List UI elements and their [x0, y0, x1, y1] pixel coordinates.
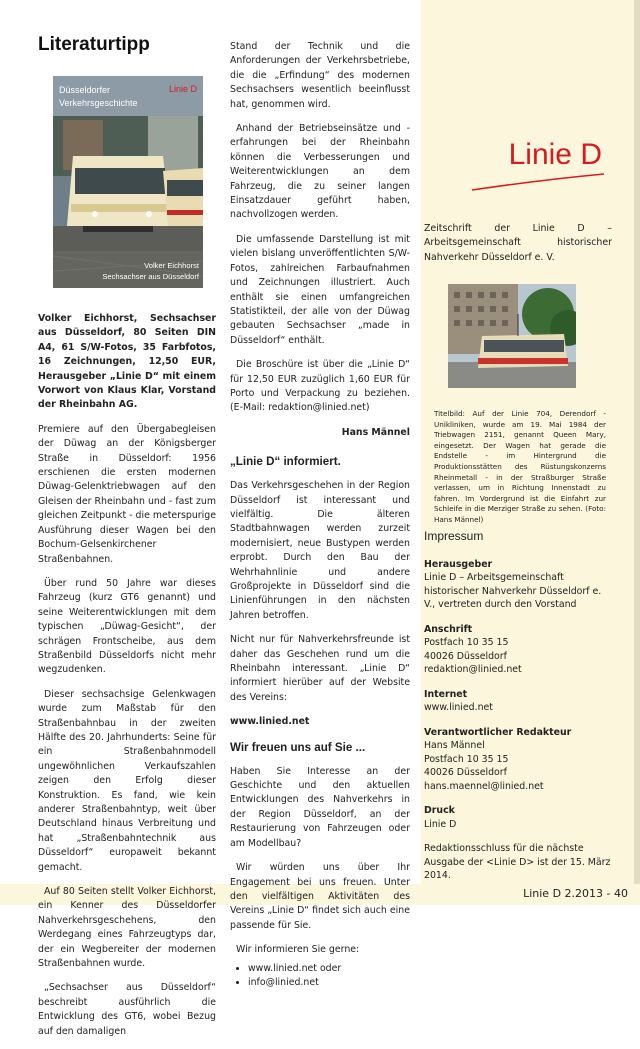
tram-photo	[448, 284, 576, 388]
impressum-line: 40026 Düsseldorf	[424, 650, 507, 662]
tram-street-photo	[448, 284, 576, 388]
cover-title	[59, 84, 138, 110]
paragraph: Dieser sechsachsige Gelenkwagen wurde zum Maßstab für den Straßenbahnbau in der zweiten Hälfte des 20. Jahrhunderts: Seine für ein Straßenbahnmodell ungewöhnlichen Verkaufszahlen zeigen den Erfolg dieser Konstruktion. Es fand, wie kein anderer Straßenbahntyp, weit über Deutschland hinaus Verbreitung und hat „Straßenbahntechnik aus Düsseldorf“ europaweit bekannt gemacht.	[38, 688, 216, 873]
paragraph: Haben Sie Interesse an der Geschichte und den aktuellen Entwicklungen des Nahverkehrs in der Region Düsseldorf, an der Restaurierung von Fahrzeugen oder am Modellbau?	[230, 765, 410, 849]
impressum-email[interactable]: redaktion@linied.net	[424, 664, 522, 675]
page-title: Literaturtipp	[38, 34, 150, 55]
impressum-line: 40026 Düsseldorf	[424, 767, 507, 778]
paragraph: Nicht nur für Nahverkehrsfreunde ist daher das Geschehen rund um die Rheinbahn interessant. „Linie D“ informiert hierüber auf der Website des Vereins:	[230, 634, 410, 703]
paragraph: Über rund 50 Jahre war dieses Fahrzeug (kurz GT6 genannt) und seine Weiterentwicklungen mit dem typischen „Düwag-Gesicht“, der schrägen Frontscheibe, aus dem Straßenbild Düsseldorfs nicht mehr wegzudenken.	[38, 577, 216, 676]
impressum	[424, 530, 614, 883]
page-footer: Linie D 2.2013 - 40	[523, 887, 628, 900]
impressum-label: Internet	[424, 688, 468, 700]
cover-subtitle: Sechsachser aus Düsseldorf	[102, 272, 199, 281]
paragraph: Premiere auf den Übergabegleisen der Düwag an der Königsberger Straße in Düsseldorf: 1956 erschienen die ersten modernen Düwag-Gelenktriebwagen auf den Gleisen der Rheinbahn und - fast zum gleichen Zeitpunkt - die meterspurige Ausführung dieser Wagen bei den Bochum-Gelsenkirchener Straßenbahnen.	[38, 423, 216, 565]
logo-text: Linie D	[508, 138, 602, 171]
paragraph: Stand der Technik und die Anforderungen der Verkehrsbetriebe, die die „Erfindung“ des modernen Sechsachsers wesentlich beeinflusst hat, genommen wird.	[230, 41, 410, 110]
linie-d-logo	[470, 132, 610, 192]
impressum-label: Herausgeber	[424, 558, 493, 570]
impressum-deadline: Redaktionsschluss für die nächste Ausgabe der <Linie D> ist der 15. März 2014.	[424, 843, 611, 881]
column-left	[38, 312, 216, 1049]
impressum-herausgeber	[424, 558, 614, 612]
impressum-redakteur	[424, 726, 614, 794]
photo-caption: Titelbild: Auf der Linie 704, Derendorf - Unikliniken, wurde am 19. Mai 1984 der Triebwagen 2151, genannt Queen Mary, eingesetzt. Der Wagen hat gerade die Endstelle - im Hintergrund die Produktionsstätten des Rüstungskonzerns Rheinmetall - in der Straßburger Straße verlassen, um in Richtung Innenstadt zu fahren. Im Vordergrund ist die Einfahrt zur Schleife in die Merziger Straße zu sehen. (Foto: Hans Männel)	[434, 409, 606, 524]
impressum-druck	[424, 804, 614, 831]
website-link[interactable]: www.linied.net	[230, 716, 310, 728]
paragraph: Das Verkehrsgeschehen in der Region Düsseldorf ist interessant und vielfältig. Die älteren Stadtbahnwagen werden zurzeit modernisiert, neue Bustypen werden erprobt. Durch den Bau der Wehrhahnlinie und andere Großprojekte in Düsseldorf sind die Linienführungen in den nächsten Jahren betroffen.	[230, 480, 410, 621]
impressum-heading: Impressum	[424, 529, 484, 543]
paragraph: Wir informieren Sie gerne:	[236, 944, 360, 956]
impressum-text: Linie D	[424, 818, 457, 830]
impressum-email[interactable]: hans.maennel@linied.net	[424, 780, 544, 792]
cover-title-line1: Düsseldorfer	[59, 85, 111, 95]
paragraph: Wir würden uns über Ihr Engagement bei uns freuen. Unter den vielfältigen Aktivitäten des Vereins „Linie D“ findet sich auch eine passende für Sie.	[230, 862, 410, 931]
impressum-label: Druck	[424, 805, 455, 816]
impressum-label: Verantwortlicher Redakteur	[424, 726, 572, 738]
impressum-line: Hans Männel	[424, 740, 485, 751]
cover-brand: Linie D	[168, 84, 197, 94]
paragraph: Die Broschüre ist über die „Linie D“ für 12,50 EUR zuzüglich 1,60 EUR für Porto und Verpackung zu beziehen. (E-Mail: redaktion@linied.net)	[230, 359, 410, 414]
list-item[interactable]: • info@linied.net	[248, 976, 410, 990]
logo-swoosh-icon	[470, 132, 610, 192]
book-cover-image	[53, 76, 203, 288]
paragraph: „Sechsachser aus Düsseldorf“ beschreibt ausführlich die Entwicklung des GT6, wobei Bezug auf den damaligen	[38, 982, 216, 1037]
impressum-line: Postfach 10 35 15	[424, 753, 509, 765]
impressum-website[interactable]: www.linied.net	[424, 702, 493, 713]
paragraph: Die umfassende Darstellung ist mit vielen bislang unveröffentlichten S/W-Fotos, zahlreichen Farbaufnahmen und Zeichnungen illustriert. Auch enthält sie einen umfangreichen Statistikteil, der alle von der Düwag gebauten Sechsachser „made in Düsseldorf“ enthält.	[230, 233, 410, 346]
impressum-anschrift	[424, 623, 614, 677]
impressum-line: Postfach 10 35 15	[424, 637, 509, 648]
impressum-label: Anschrift	[424, 623, 473, 635]
paragraph: Anhand der Betriebseinsätze und -erfahrungen bei der Rheinbahn können die Verbesserungen und Weiterentwicklungen an dem Fahrzeug, die zu seiner langen Einsatzdauer geführt haben, nachvollzogen werden.	[230, 123, 410, 221]
magazine-description: Zeitschrift der Linie D – Arbeitsgemeinschaft historischer Nahverkehr Düsseldorf e. V.	[424, 223, 612, 263]
signature: Hans Männel	[341, 426, 410, 438]
book-info: Volker Eichhorst, Sechsachser aus Düsseldorf, 80 Seiten DIN A4, 61 S/W-Fotos, 35 Farbfotos, 16 Zeichnungen, 12,50 EUR, Herausgeber „Linie D“ mit einem Vorwort von Klaus Klar, Vorstand der Rheinbahn AG.	[38, 313, 216, 411]
cover-author-block	[102, 260, 199, 282]
page-edge	[634, 0, 640, 905]
section-heading-freuen: Wir freuen uns auf Sie ...	[230, 740, 366, 754]
column-middle	[230, 40, 410, 990]
section-heading-informiert: „Linie D“ informiert.	[230, 455, 341, 469]
cover-author: Volker Eichhorst	[144, 261, 199, 270]
contact-list	[230, 962, 410, 991]
impressum-text: Linie D – Arbeitsgemeinschaft historischer Nahverkehr Düsseldorf e. V., vertreten durch den Vorstand	[424, 572, 602, 610]
list-item[interactable]: • www.linied.net oder	[248, 962, 410, 976]
impressum-internet	[424, 688, 614, 715]
paragraph: Auf 80 Seiten stellt Volker Eichhorst, ein Kenner des Düsseldorfer Nahverkehrsgeschehens, den Werdegang eines Fahrzeugtyps dar, der ein Wegbereiter der modernen Straßenbahnen wurde.	[38, 886, 216, 970]
cover-title-line2: Verkehrsgeschichte	[59, 98, 138, 108]
